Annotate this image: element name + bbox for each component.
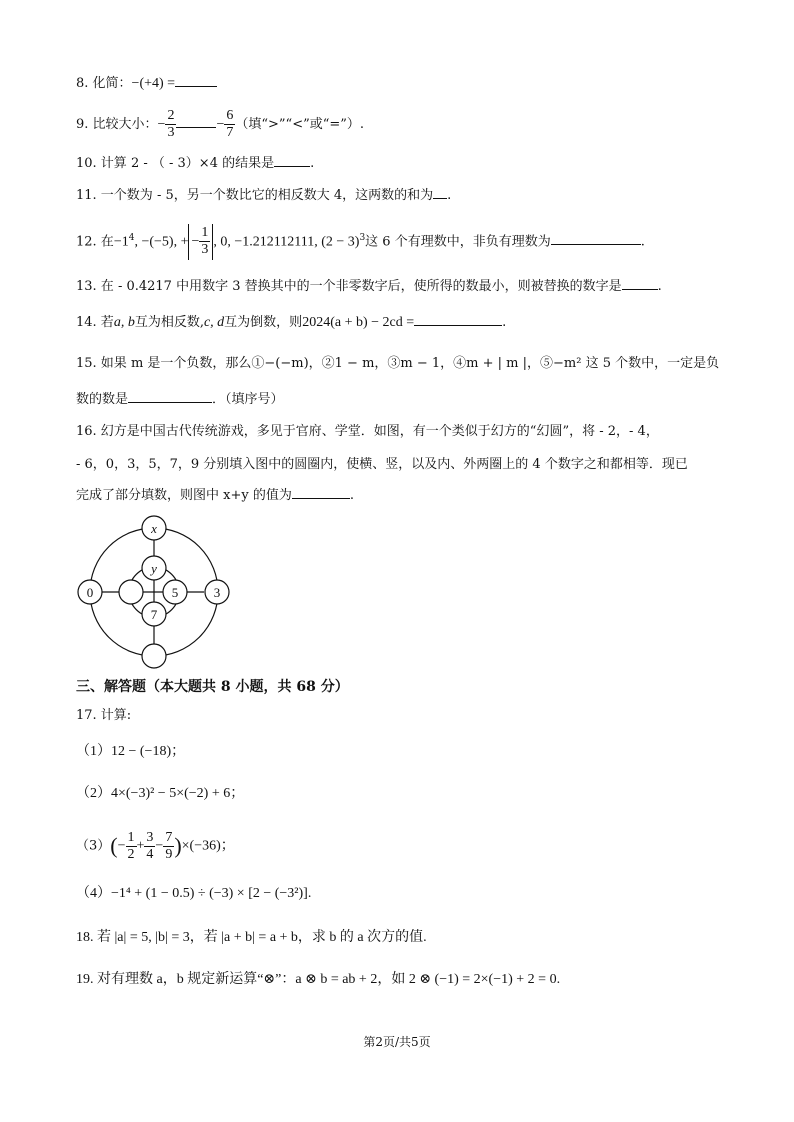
circle-bottom-outer — [142, 644, 166, 668]
q13-blank[interactable] — [622, 275, 658, 290]
label-right: 3 — [213, 585, 221, 600]
question-16-line-1: 16. 幻方是中国古代传统游戏，多见于官府、学堂．如图，有一个类似于幻方的“幻圆”，将 - 2，- 4， — [76, 424, 659, 439]
q10-blank[interactable] — [274, 152, 310, 167]
question-12: 12. 在$-1^4$, −(−5), + − $\frac{1}{3}$ , 0, −1.212112111, $(2 - 3)^3$这 6 个有理数中，非负有理数为 . — [76, 220, 645, 260]
question-10: 10. 计算 2 - （ - 3）×4 的结果是 . — [76, 152, 314, 174]
question-17-part-4: （4）−1⁴ + (1 − 0.5) ÷ (−3) × [2 − (−3²)]. — [76, 886, 312, 901]
q13-text: 13. 在 - 0.4217 中用数字 3 替换其中的一个非零数字后，使所得的数最小，则被替换的数字是 — [76, 279, 622, 294]
label-inner-right: 5 — [171, 585, 179, 600]
q11-blank[interactable] — [433, 184, 447, 199]
q9-fraction-1: $\frac{2}{3}$ — [167, 108, 175, 140]
question-16-line-2: - 6，0，3，5，7，9 分别填入图中的圆圈内，使横、竖，以及内、外两圈上的 4 个数字之和都相等．现已 — [76, 457, 688, 472]
q16-blank[interactable] — [292, 484, 350, 499]
question-14: 14. 若a, b互为相反数,c, d互为倒数，则2024(a + b) − 2cd = . — [76, 311, 506, 333]
question-16-line-3: 完成了部分填数，则图中 x+y 的值为 . — [76, 484, 354, 506]
label-left: 0 — [86, 585, 94, 600]
q9-text: 9. 比较大小： — [76, 117, 158, 132]
magic-circle-figure — [70, 512, 240, 672]
question-11: 11. 一个数为 - 5，另一个数比它的相反数大 4，这两数的和为 . — [76, 184, 451, 206]
question-18: 18. 若 |a| = 5, |b| = 3，若 |a + b| = a + b，求 b 的 a 次方的值. — [76, 930, 427, 945]
q10-text: 10. 计算 2 - （ - 3）×4 的结果是 — [76, 156, 275, 171]
label-inner-bottom: 7 — [150, 607, 158, 622]
q9-fraction-2: $\frac{6}{7}$ — [226, 108, 234, 140]
question-15-line-1: 15. 如果 m 是一个负数，那么①−(−m)，②1 − m，③m − 1，④m + | m |，⑤−m² 这 5 个数中，一定是负 — [76, 356, 720, 371]
q12-blank[interactable] — [551, 230, 641, 245]
circle-left-inner — [119, 580, 143, 604]
q8-blank[interactable] — [175, 72, 217, 87]
q9-blank[interactable] — [176, 113, 216, 128]
q8-text: 8. 化简： — [76, 76, 132, 91]
page-footer: 第2页/共5页 — [363, 1035, 431, 1049]
question-17-part-3: （3）(− $\frac{1}{2}$ + $\frac{3}{4}$ − $\frac{7}{9}$ )×(−36)； — [76, 829, 235, 862]
section-3-title: 三、解答题（本大题共 8 小题，共 68 分） — [76, 679, 349, 695]
question-17-title: 17. 计算: — [76, 708, 132, 723]
q9-tail: （填“>”“<”或“=”）. — [235, 117, 365, 132]
question-13: 13. 在 - 0.4217 中用数字 3 替换其中的一个非零数字后，使所得的数最小，则被替换的数字是 . — [76, 275, 662, 297]
question-15-line-2: 数的数是 ．（填序号） — [76, 388, 284, 410]
q8-math: −(+4) = — [131, 76, 176, 91]
q15-blank[interactable] — [128, 388, 212, 403]
question-19: 19. 对有理数 a，b 规定新运算“⊗”：a ⊗ b = ab + 2，如 2 ⊗ (−1) = 2×(−1) + 2 = 0. — [76, 972, 561, 987]
question-8 — [76, 72, 217, 94]
q11-text: 11. 一个数为 - 5，另一个数比它的相反数大 4，这两数的和为 — [76, 188, 434, 203]
label-x: x — [151, 521, 157, 536]
question-17-part-2: （2）4×(−3)² − 5×(−2) + 6； — [76, 786, 245, 801]
q14-blank[interactable] — [414, 311, 502, 326]
question-9: 9. 比较大小：− $\frac{2}{3}$ − $\frac{6}{7}$ （填“>”“<”或“=”）. — [76, 108, 365, 140]
q12-abs: − $\frac{1}{3}$ — [188, 224, 213, 260]
question-17-part-1: （1）12 − (−18)； — [76, 744, 186, 759]
label-y: y — [151, 561, 157, 576]
